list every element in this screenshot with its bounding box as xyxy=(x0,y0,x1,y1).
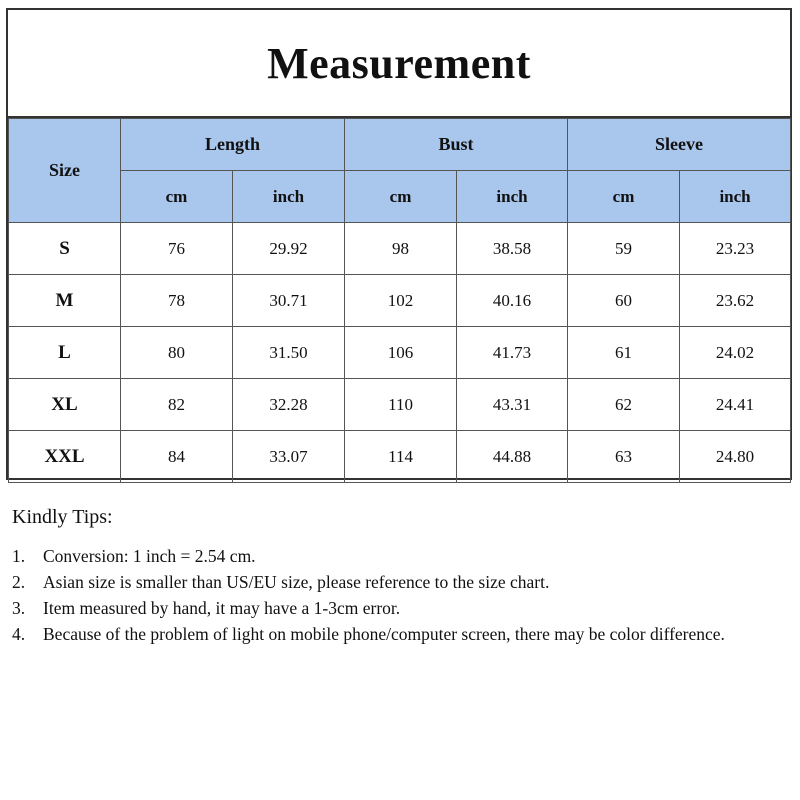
length-header: Length xyxy=(121,119,345,171)
kindly-tips xyxy=(12,506,782,647)
table-row xyxy=(9,431,791,483)
size-label: S xyxy=(9,223,121,275)
measurement-cell: 98 xyxy=(345,223,457,275)
measurement-cell: 40.16 xyxy=(457,275,568,327)
size-label: M xyxy=(9,275,121,327)
tip-item xyxy=(12,595,782,621)
tip-text: Item measured by hand, it may have a 1-3cm error. xyxy=(43,598,401,618)
measurement-cell: 106 xyxy=(345,327,457,379)
measurement-cell: 110 xyxy=(345,379,457,431)
table-row xyxy=(9,275,791,327)
measurement-cell: 60 xyxy=(568,275,680,327)
unit-header: inch xyxy=(233,171,345,223)
measurement-cell: 84 xyxy=(121,431,233,483)
unit-header-row xyxy=(9,171,791,223)
tips-title: Kindly Tips: xyxy=(12,506,113,528)
table-row xyxy=(9,379,791,431)
bust-header: Bust xyxy=(345,119,568,171)
measurement-cell: 33.07 xyxy=(233,431,345,483)
measurement-cell: 24.41 xyxy=(680,379,791,431)
unit-header: inch xyxy=(457,171,568,223)
size-label: XXL xyxy=(9,431,121,483)
measurement-cell: 30.71 xyxy=(233,275,345,327)
size-column-header: Size xyxy=(9,119,121,223)
measurement-cell: 62 xyxy=(568,379,680,431)
measurement-cell: 29.92 xyxy=(233,223,345,275)
sleeve-header: Sleeve xyxy=(568,119,791,171)
measurement-cell: 102 xyxy=(345,275,457,327)
tip-number: 2. xyxy=(12,572,26,592)
tip-number: 4. xyxy=(12,624,26,644)
tip-text: Because of the problem of light on mobile phone/computer screen, there may be color difference. xyxy=(43,624,725,644)
unit-header: cm xyxy=(568,171,680,223)
measurement-cell: 38.58 xyxy=(457,223,568,275)
measurement-cell: 41.73 xyxy=(457,327,568,379)
measurement-cell: 114 xyxy=(345,431,457,483)
measurement-cell: 61 xyxy=(568,327,680,379)
table-header-row xyxy=(9,119,791,171)
measurement-cell: 24.02 xyxy=(680,327,791,379)
measurement-cell: 23.23 xyxy=(680,223,791,275)
measurement-cell: 78 xyxy=(121,275,233,327)
tip-item xyxy=(12,569,782,595)
measurement-chart xyxy=(6,8,792,480)
measurement-cell: 59 xyxy=(568,223,680,275)
measurement-cell: 82 xyxy=(121,379,233,431)
size-label: XL xyxy=(9,379,121,431)
measurement-cell: 43.31 xyxy=(457,379,568,431)
measurement-cell: 80 xyxy=(121,327,233,379)
table-row xyxy=(9,223,791,275)
tip-number: 3. xyxy=(12,598,26,618)
measurement-cell: 76 xyxy=(121,223,233,275)
tip-text: Asian size is smaller than US/EU size, please reference to the size chart. xyxy=(43,572,550,592)
chart-title: Measurement xyxy=(8,10,790,118)
measurement-cell: 32.28 xyxy=(233,379,345,431)
measurement-cell: 63 xyxy=(568,431,680,483)
size-table xyxy=(8,118,791,483)
tip-item xyxy=(12,621,782,647)
measurement-cell: 44.88 xyxy=(457,431,568,483)
tip-text: Conversion: 1 inch = 2.54 cm. xyxy=(43,546,256,566)
unit-header: cm xyxy=(121,171,233,223)
tips-list xyxy=(12,543,782,647)
tip-item xyxy=(12,543,782,569)
measurement-cell: 24.80 xyxy=(680,431,791,483)
unit-header: inch xyxy=(680,171,791,223)
unit-header: cm xyxy=(345,171,457,223)
table-row xyxy=(9,327,791,379)
measurement-cell: 31.50 xyxy=(233,327,345,379)
size-label: L xyxy=(9,327,121,379)
tip-number: 1. xyxy=(12,546,26,566)
measurement-cell: 23.62 xyxy=(680,275,791,327)
